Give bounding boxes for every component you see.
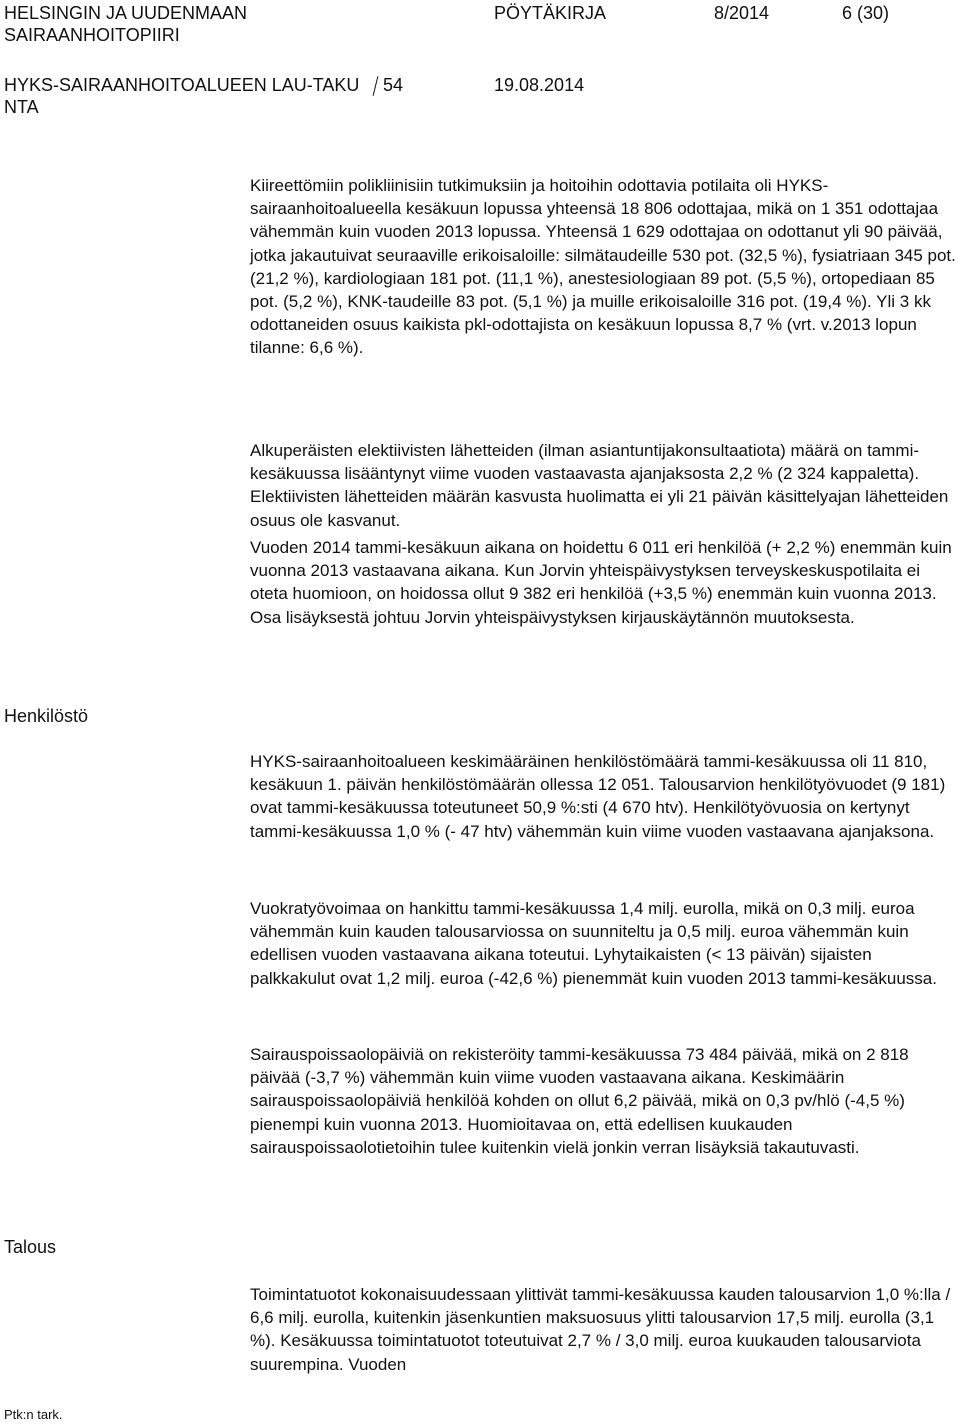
section-heading-finance: Talous bbox=[4, 1237, 57, 1257]
page-number: 6 (30) bbox=[842, 3, 890, 23]
document-type: PÖYTÄKIRJA bbox=[494, 3, 607, 23]
organization-name: HELSINGIN JA UUDENMAAN SAIRAANHOITOPIIRI bbox=[4, 3, 248, 45]
main-paragraph-patients: Vuoden 2014 tammi-kesäkuun aikana on hoidettu 6 011 eri henkilöä (+ 2,2 %) enemmän kuin vuonna 2013 vastaavana aikana. Kun Jorvin yhteispäivystyksen terveyskeskuspotilaita ei oteta huomioon, on hoidossa ollut 9 382 eri henkilöä (+3,5 %) enemmän kuin vuonna 2013. Osa lisäyksestä johtuu Jorvin yhteispäivystyksen kirjauskäytännön muutoksesta. bbox=[250, 538, 952, 627]
personnel-paragraph-sick-leave: Sairauspoissaolopäiviä on rekisteröity tammi-kesäkuussa 73 484 päivää, mikä on 2 818 päivää (-3,7 %) vähemmän kuin viime vuoden vastaavana aikana. Keskimäärin sairauspoissaolopäiviä henkilöä kohden on ollut 6,2 päivää, mikä on 0,3 pv/hlö (-4,5 %) pienempi kuin vuonna 2013. Huomioitavaa on, että edellisen kuukauden sairauspoissaolotietoihin tulee kuitenkin vielä jonkin verran lisäyksiä takautuvasti. bbox=[250, 1045, 909, 1157]
committee-name: HYKS-SAIRAANHOITOALUEEN LAU-TAKUNTA bbox=[4, 75, 360, 117]
main-paragraph-waiting-times: Kiireettömiin polikliinisiin tutkimuksiin ja hoitoihin odottavia potilaita oli HYKS-sairaanhoitoalueella kesäkuun lopussa yhteensä 18 806 odottajaa, mikä on 1 351 odottajaa vähemmän kuin vuoden 2013 lopussa. Yhteensä 1 629 odottajaa on odottanut yli 90 päivää, jotka jakautuivat seuraaville erikoisaloille: silmätaudeille 530 pot. (32,5 %), fysiatriaan 345 pot. (21,2 %), kardiologiaan 181 pot. (11,1 %), anestesiologiaan 89 pot. (5,5 %), ortopediaan 85 pot. (5,2 %), KNK-taudeille 83 pot. (5,1 %) ja muille erikoisaloille 316 pot. (19,4 %). Yli 3 kk odottaneiden osuus kaikista pkl-odottajista on kesäkuun lopussa 8,7 % (vrt. v.2013 lopun tilanne: 6,6 %). bbox=[250, 176, 956, 358]
section-mark-divider bbox=[373, 76, 379, 96]
section-number: 54 bbox=[383, 75, 404, 95]
main-paragraph-referrals: Alkuperäisten elektiivisten lähetteiden (ilman asiantuntijakonsultaatiota) määrä on tammi-kesäkuussa lisääntynyt viime vuoden vastaavasta ajanjaksosta 2,2 % (2 324 kappaletta). Elektiivisten lähetteiden määrän kasvusta huolimatta ei yli 21 päivän käsittelyajan lähetteiden osuus ole kasvanut. bbox=[250, 441, 949, 530]
finance-paragraph-revenue: Toimintatuotot kokonaisuudessaan ylittivät tammi-kesäkuussa kauden talousarvion 1,0 %:lla / 6,6 milj. eurolla, kuitenkin jäsenkuntien maksuosuus ylitti talousarvion 17,5 milj. eurolla (3,1 %). Kesäkuussa toimintatuotot toteutuivat 2,7 % / 3,0 milj. euroa kuukauden talousarviota suurempina. Vuoden bbox=[250, 1285, 951, 1374]
section-heading-personnel: Henkilöstö bbox=[4, 706, 89, 726]
personnel-paragraph-headcount: HYKS-sairaanhoitoalueen keskimääräinen henkilöstömäärä tammi-kesäkuussa oli 11 810, kesäkuun 1. päivän henkilöstömäärän ollessa 12 051. Talousarvion henkilötyövuodet (9 181) ovat tammi-kesäkuussa toteutuneet 50,9 %:sti (4 670 htv). Henkilötyövuosia on kertynyt tammi-kesäkuussa 1,0 % (- 47 htv) vähemmän kuin viime vuoden vastaavana ajanjaksona. bbox=[250, 752, 946, 841]
personnel-paragraph-temp-work: Vuokratyövoimaa on hankittu tammi-kesäkuussa 1,4 milj. eurolla, mikä on 0,3 milj. euroa vähemmän kuin kauden talousarviossa on suunniteltu ja 0,5 milj. euroa vähemmän kuin edellisen vuoden vastaavana aikana toteutui. Lyhytaikaisten (< 13 päivän) sijaisten palkkakulut ovat 1,2 milj. euroa (-42,6 %) pienemmät kuin vuoden 2013 tammi-kesäkuussa. bbox=[250, 899, 937, 988]
document-number: 8/2014 bbox=[714, 3, 770, 23]
meeting-date: 19.08.2014 bbox=[494, 75, 585, 95]
footer-checker-note: Ptk:n tark. bbox=[4, 1407, 63, 1422]
